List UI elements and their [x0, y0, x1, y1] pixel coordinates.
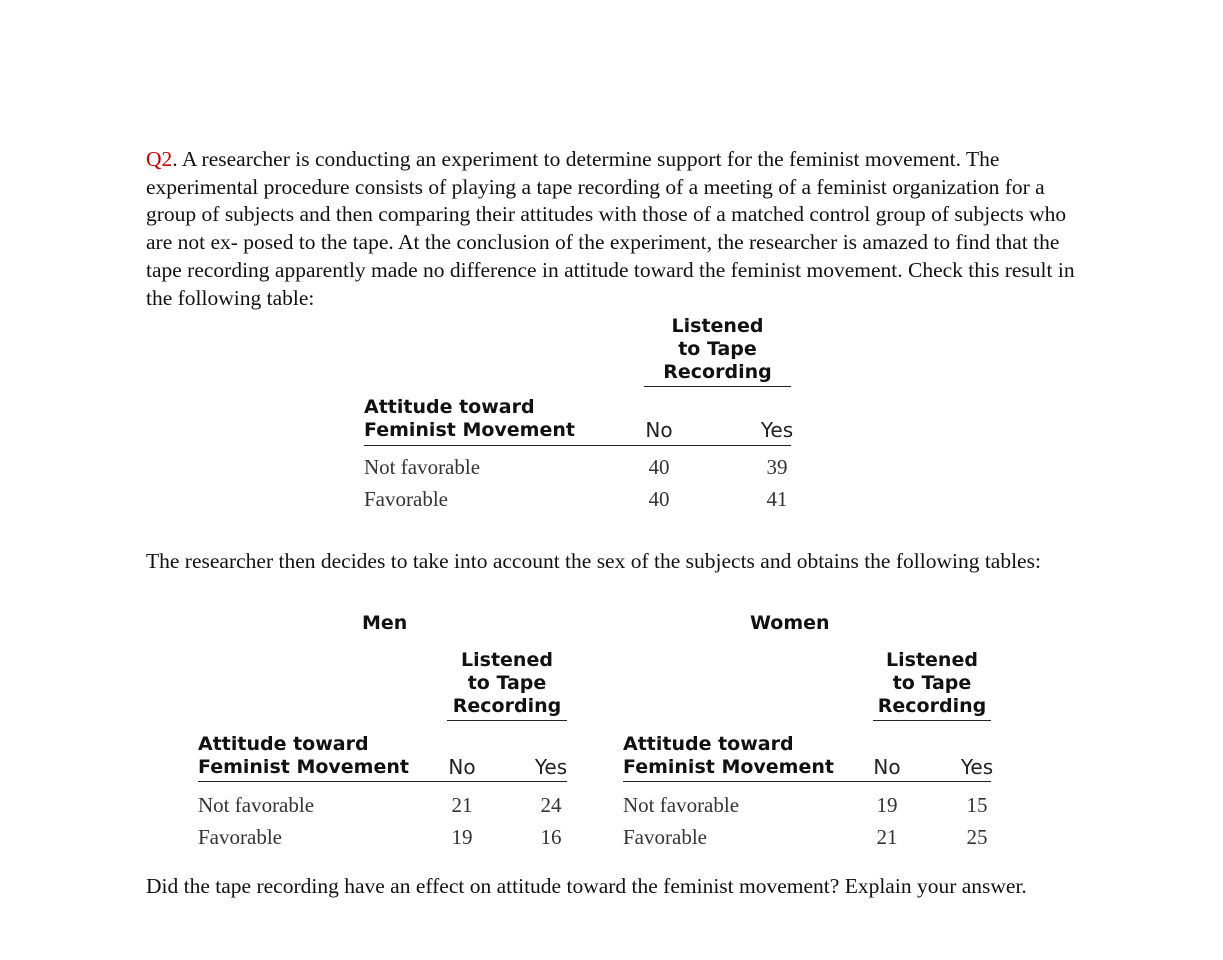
column-header-no: No — [645, 418, 673, 442]
group-header-line: to Tape — [678, 338, 757, 360]
question-text: . A researcher is conducting an experiment to determine support for the feminist movement. The experimental procedure consists of playing a tape recording of a meeting of a feminist organization for a group of subjects and then comparing their attitudes with those of a matched control group of subjects who are not ex- posed to the tape. At the conclusion of the experiment, the researcher is amazed to find that the tape recording apparently made no difference in attitude toward the feminist movement. Check this result in the following table: — [146, 147, 1075, 310]
column-header-yes: Yes — [960, 755, 994, 779]
column-header-yes: Yes — [760, 418, 794, 442]
closing-paragraph: Did the tape recording have an effect on attitude toward the feminist movement? Explain your answer. — [146, 874, 1027, 898]
group-header-line: Listened — [461, 649, 553, 671]
question-paragraph — [146, 146, 1086, 312]
cell-yes: 39 — [766, 455, 788, 479]
header-rule — [623, 781, 991, 782]
cell-no: 19 — [876, 793, 898, 817]
header-rule — [364, 445, 791, 446]
column-header-yes: Yes — [534, 755, 568, 779]
row-header-line: Attitude toward — [623, 733, 794, 755]
row-header-line: Attitude toward — [364, 396, 535, 418]
group-header-line: Recording — [452, 695, 562, 717]
row-header — [623, 733, 834, 779]
cell-yes: 24 — [540, 793, 562, 817]
column-header-no: No — [873, 755, 901, 779]
cell-yes: 15 — [966, 793, 988, 817]
listened-group-header — [644, 315, 791, 387]
group-header-line: Listened — [886, 649, 978, 671]
row-header-line: Attitude toward — [198, 733, 369, 755]
row-label: Favorable — [623, 825, 707, 849]
row-header-line: Feminist Movement — [364, 419, 575, 441]
header-rule — [198, 781, 567, 782]
question-label: Q2 — [146, 147, 173, 171]
cell-no: 19 — [451, 825, 473, 849]
table-title: Women — [750, 612, 830, 634]
row-label: Not favorable — [364, 455, 481, 479]
group-header-line: Recording — [877, 695, 987, 717]
group-header-line: to Tape — [892, 672, 972, 694]
cell-yes: 41 — [766, 487, 788, 511]
row-label: Not favorable — [198, 793, 315, 817]
row-header — [198, 733, 409, 779]
cell-no: 21 — [876, 825, 898, 849]
group-header-line: to Tape — [467, 672, 547, 694]
group-header-line: Recording — [663, 361, 772, 383]
cell-no: 40 — [648, 487, 670, 511]
listened-group-header — [873, 649, 991, 721]
row-label: Favorable — [364, 487, 448, 511]
cell-no: 40 — [648, 455, 670, 479]
row-header-line: Feminist Movement — [623, 756, 834, 778]
column-header-no: No — [448, 755, 476, 779]
cell-no: 21 — [451, 793, 473, 817]
listened-group-header — [447, 649, 567, 721]
row-header — [364, 396, 575, 442]
row-header-line: Feminist Movement — [198, 756, 409, 778]
table-title: Men — [362, 612, 408, 634]
middle-paragraph: The researcher then decides to take into account the sex of the subjects and obtains the following tables: — [146, 549, 1041, 573]
row-label: Favorable — [198, 825, 282, 849]
row-label: Not favorable — [623, 793, 740, 817]
cell-yes: 25 — [966, 825, 988, 849]
group-header-line: Listened — [671, 315, 764, 337]
cell-yes: 16 — [540, 825, 562, 849]
